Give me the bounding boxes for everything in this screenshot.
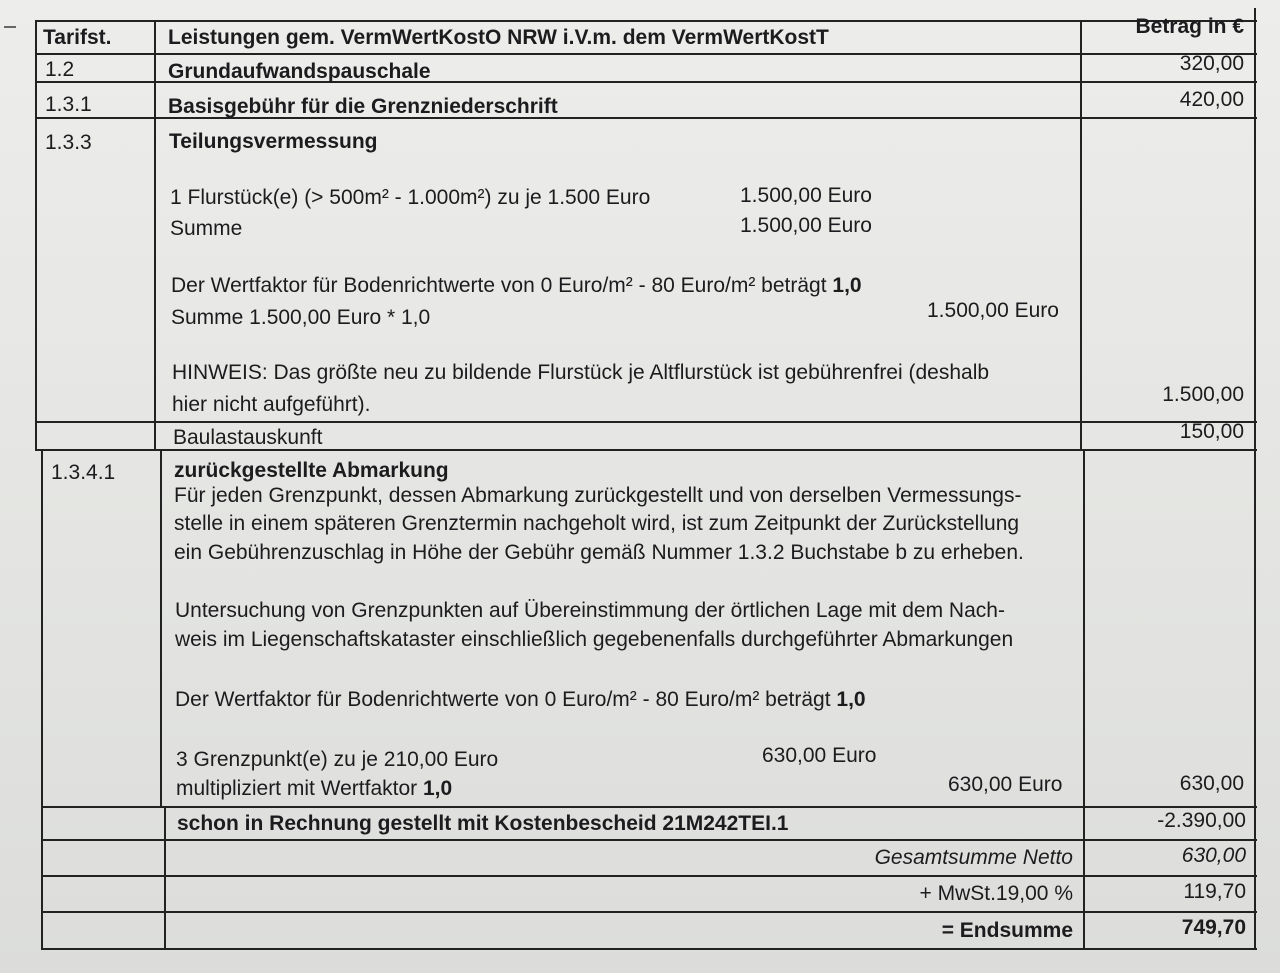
- detail-line: 1 Flurstück(e) (> 500m² - 1.000m²) zu je 1.500 Euro: [170, 186, 651, 209]
- mult-text: multipliziert mit Wertfaktor: [176, 777, 418, 800]
- item-title: schon in Rechnung gestellt mit Kostenbescheid 21M242TEI.1: [177, 812, 789, 835]
- endsumme-label: = Endsumme: [941, 919, 1073, 942]
- item-title: Teilungsvermessung: [169, 130, 378, 153]
- margin-mark: [4, 26, 16, 28]
- hinweis-line: HINWEIS: Das größte neu zu bildende Flurstück je Altflurstück ist gebührenfrei (deshalb: [172, 361, 990, 384]
- detail-line: 3 Grenzpunkt(e) zu je 210,00 Euro: [176, 748, 499, 771]
- table-rule: [160, 449, 162, 807]
- paragraph-line: ein Gebührenzuschlag in Höhe der Gebühr gemäß Nummer 1.3.2 Buchstabe b zu erheben.: [174, 541, 1024, 564]
- netto-value: 630,00: [1181, 844, 1246, 867]
- tarif-cell: 1.3.1: [45, 93, 92, 116]
- header-tarif: Tarifst.: [43, 26, 112, 49]
- header-leistung: Leistungen gem. VermWertKostO NRW i.V.m. dem VermWertKostT: [168, 26, 829, 49]
- table-rule: [35, 421, 1257, 423]
- paragraph-line: Für jeden Grenzpunkt, dessen Abmarkung zurückgestellt und von derselben Vermessungs-: [174, 484, 1022, 507]
- wertfaktor-value: 1,0: [836, 688, 866, 711]
- mwst-value: 119,70: [1183, 880, 1246, 903]
- paragraph-line: Untersuchung von Grenzpunkten auf Übereinstimmung der örtlichen Lage mit dem Nach-: [175, 599, 1005, 622]
- amount-cell: -2.390,00: [1157, 809, 1246, 832]
- mwst-label: + MwSt.19,00 %: [919, 882, 1073, 905]
- mult-line: [176, 776, 452, 802]
- item-title: Baulastauskunft: [173, 426, 323, 449]
- amount-cell: 320,00: [1179, 52, 1244, 75]
- detail-value: 1.500,00 Euro: [740, 184, 872, 207]
- cost-table: [35, 8, 1257, 954]
- wertfaktor-text: Der Wertfaktor für Bodenrichtwerte von 0 Euro/m² - 80 Euro/m² beträgt: [175, 688, 831, 711]
- tarif-cell: 1.2: [45, 58, 75, 81]
- item-title: zurückgestellte Abmarkung: [174, 459, 449, 482]
- table-rule: [41, 875, 1257, 877]
- amount-cell: 630,00: [1179, 772, 1244, 795]
- tarif-cell: 1.3.4.1: [51, 461, 116, 484]
- amount-cell: 420,00: [1179, 88, 1244, 111]
- paragraph-line: stelle in einem späteren Grenztermin nachgeholt wird, ist zum Zeitpunkt der Zurückstellung: [174, 512, 1020, 535]
- table-rule: [1083, 449, 1085, 950]
- wertfaktor-value: 1,0: [832, 274, 862, 297]
- endsumme-value: 749,70: [1181, 916, 1246, 939]
- table-rule: [41, 449, 43, 950]
- table-rule: [35, 53, 1257, 55]
- table-rule: [35, 20, 37, 450]
- amount-cell: 1.500,00: [1162, 383, 1244, 406]
- item-title: Grundaufwandspauschale: [168, 60, 431, 83]
- table-rule: [41, 948, 1257, 950]
- header-betrag: Betrag in €: [1135, 15, 1244, 38]
- tarif-cell: 1.3.3: [45, 131, 92, 154]
- detail-value: 1.500,00 Euro: [927, 299, 1059, 322]
- wertfaktor-text: Der Wertfaktor für Bodenrichtwerte von 0 Euro/m² - 80 Euro/m² beträgt: [171, 274, 827, 297]
- wertfaktor-line: [171, 273, 862, 299]
- mult-factor: 1,0: [423, 777, 453, 800]
- table-rule: [35, 20, 1257, 22]
- amount-cell: 150,00: [1179, 420, 1244, 443]
- table-rule: [41, 911, 1257, 913]
- detail-value: 1.500,00 Euro: [740, 214, 872, 237]
- detail-line: Summe: [170, 217, 243, 240]
- paragraph-line: weis im Liegenschaftskataster einschließlich gegebenenfalls durchgeführter Abmarkungen: [175, 628, 1014, 651]
- wertfaktor-line: [175, 687, 866, 713]
- detail-line: Summe 1.500,00 Euro * 1,0: [171, 306, 431, 329]
- detail-value: 630,00 Euro: [948, 773, 1063, 796]
- table-rule: [41, 806, 1257, 808]
- table-rule: [154, 20, 156, 450]
- item-title: Basisgebühr für die Grenzniederschrift: [168, 95, 558, 118]
- table-rule: [1254, 8, 1256, 950]
- hinweis-line: hier nicht aufgeführt).: [172, 393, 371, 416]
- table-rule: [1080, 20, 1082, 450]
- detail-value: 630,00 Euro: [762, 744, 877, 767]
- netto-label: Gesamtsumme Netto: [874, 846, 1073, 869]
- table-rule: [41, 839, 1257, 841]
- table-rule: [164, 806, 166, 950]
